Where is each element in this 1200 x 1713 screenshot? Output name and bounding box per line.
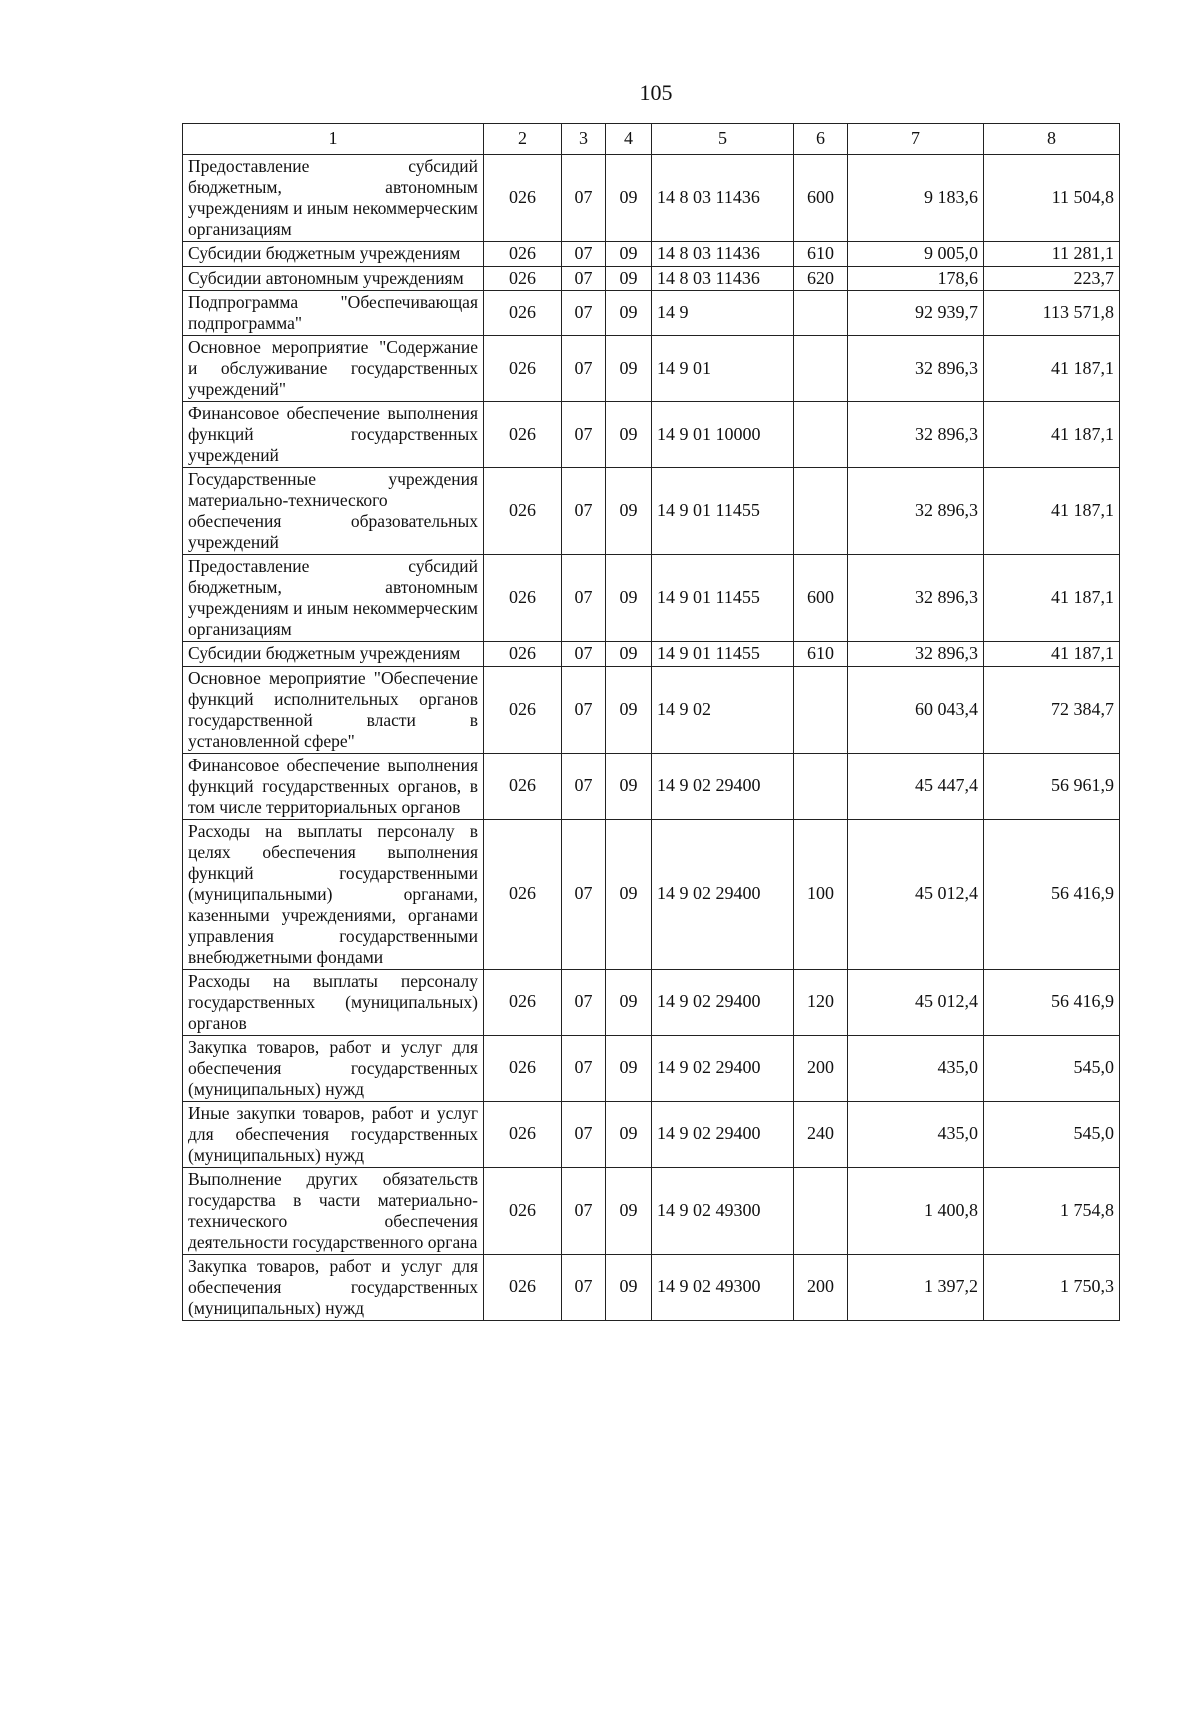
target-article-cell: 14 8 03 11436: [652, 266, 794, 291]
subsection-code-cell: 09: [606, 468, 652, 555]
amount-column-8-cell: 41 187,1: [984, 468, 1120, 555]
department-code-cell: 026: [484, 266, 562, 291]
item-name-cell: Расходы на выплаты персоналу в целях обеспечения выполнения функций государственными (муниципальными) органами, казенными учреждениями, органами управления государственными внебюджетными фондами: [183, 819, 484, 969]
subsection-code-cell: 09: [606, 1167, 652, 1254]
amount-column-7-cell: 32 896,3: [848, 642, 984, 667]
item-name-cell: Подпрограмма "Обеспечивающая подпрограмма": [183, 291, 484, 336]
section-code-cell: 07: [562, 242, 606, 267]
table-row: [183, 666, 1120, 753]
item-name-cell: Предоставление субсидий бюджетным, автономным учреждениям и иным некоммерческим организациям: [183, 155, 484, 242]
expense-type-cell: [794, 336, 848, 402]
expense-type-cell: [794, 468, 848, 555]
amount-column-7-cell: 32 896,3: [848, 402, 984, 468]
expense-type-cell: [794, 666, 848, 753]
amount-column-7-cell: 9 005,0: [848, 242, 984, 267]
amount-column-8-cell: 545,0: [984, 1035, 1120, 1101]
target-article-cell: 14 9: [652, 291, 794, 336]
table-row: [183, 1254, 1120, 1320]
amount-column-7-cell: 32 896,3: [848, 555, 984, 642]
target-article-cell: 14 9 02 29400: [652, 753, 794, 819]
subsection-code-cell: 09: [606, 555, 652, 642]
section-code-cell: 07: [562, 266, 606, 291]
amount-column-7-cell: 9 183,6: [848, 155, 984, 242]
expense-type-cell: 620: [794, 266, 848, 291]
column-header-4: 4: [606, 124, 652, 155]
amount-column-8-cell: 11 281,1: [984, 242, 1120, 267]
expense-type-cell: [794, 402, 848, 468]
table-row: [183, 291, 1120, 336]
table-row: [183, 555, 1120, 642]
subsection-code-cell: 09: [606, 1254, 652, 1320]
table-row: [183, 1035, 1120, 1101]
department-code-cell: 026: [484, 969, 562, 1035]
item-name-cell: Субсидии бюджетным учреждениям: [183, 642, 484, 667]
subsection-code-cell: 09: [606, 336, 652, 402]
amount-column-8-cell: 223,7: [984, 266, 1120, 291]
department-code-cell: 026: [484, 155, 562, 242]
amount-column-7-cell: 32 896,3: [848, 468, 984, 555]
item-name-cell: Закупка товаров, работ и услуг для обеспечения государственных (муниципальных) нужд: [183, 1035, 484, 1101]
amount-column-8-cell: 56 416,9: [984, 969, 1120, 1035]
expense-type-cell: 100: [794, 819, 848, 969]
table-row: [183, 336, 1120, 402]
section-code-cell: 07: [562, 1167, 606, 1254]
item-name-cell: Субсидии бюджетным учреждениям: [183, 242, 484, 267]
table-row: [183, 402, 1120, 468]
table-row: [183, 969, 1120, 1035]
department-code-cell: 026: [484, 402, 562, 468]
column-header-3: 3: [562, 124, 606, 155]
table-row: [183, 242, 1120, 267]
item-name-cell: Иные закупки товаров, работ и услуг для обеспечения государственных (муниципальных) нужд: [183, 1101, 484, 1167]
expense-type-cell: 200: [794, 1035, 848, 1101]
section-code-cell: 07: [562, 819, 606, 969]
subsection-code-cell: 09: [606, 266, 652, 291]
amount-column-7-cell: 435,0: [848, 1035, 984, 1101]
department-code-cell: 026: [484, 642, 562, 667]
item-name-cell: Субсидии автономным учреждениям: [183, 266, 484, 291]
department-code-cell: 026: [484, 468, 562, 555]
amount-column-7-cell: 45 447,4: [848, 753, 984, 819]
item-name-cell: Финансовое обеспечение выполнения функций государственных органов, в том числе территориальных органов: [183, 753, 484, 819]
section-code-cell: 07: [562, 555, 606, 642]
item-name-cell: Закупка товаров, работ и услуг для обеспечения государственных (муниципальных) нужд: [183, 1254, 484, 1320]
subsection-code-cell: 09: [606, 969, 652, 1035]
subsection-code-cell: 09: [606, 666, 652, 753]
column-header-6: 6: [794, 124, 848, 155]
amount-column-7-cell: 1 397,2: [848, 1254, 984, 1320]
amount-column-7-cell: 45 012,4: [848, 819, 984, 969]
subsection-code-cell: 09: [606, 291, 652, 336]
expense-type-cell: 240: [794, 1101, 848, 1167]
table-row: [183, 266, 1120, 291]
department-code-cell: 026: [484, 336, 562, 402]
table-row: [183, 753, 1120, 819]
target-article-cell: 14 8 03 11436: [652, 155, 794, 242]
item-name-cell: Государственные учреждения материально-технического обеспечения образовательных учреждений: [183, 468, 484, 555]
target-article-cell: 14 9 02 29400: [652, 1101, 794, 1167]
table-row: [183, 819, 1120, 969]
target-article-cell: 14 9 01 11455: [652, 642, 794, 667]
target-article-cell: 14 9 02: [652, 666, 794, 753]
target-article-cell: 14 9 01 11455: [652, 555, 794, 642]
section-code-cell: 07: [562, 155, 606, 242]
subsection-code-cell: 09: [606, 819, 652, 969]
item-name-cell: Основное мероприятие "Содержание и обслуживание государственных учреждений": [183, 336, 484, 402]
item-name-cell: Предоставление субсидий бюджетным, автономным учреждениям и иным некоммерческим организациям: [183, 555, 484, 642]
table-row: [183, 468, 1120, 555]
target-article-cell: 14 9 02 29400: [652, 969, 794, 1035]
department-code-cell: 026: [484, 1101, 562, 1167]
expense-type-cell: [794, 753, 848, 819]
expense-type-cell: 200: [794, 1254, 848, 1320]
amount-column-8-cell: 56 961,9: [984, 753, 1120, 819]
department-code-cell: 026: [484, 1035, 562, 1101]
amount-column-8-cell: 56 416,9: [984, 819, 1120, 969]
section-code-cell: 07: [562, 1035, 606, 1101]
section-code-cell: 07: [562, 468, 606, 555]
section-code-cell: 07: [562, 336, 606, 402]
subsection-code-cell: 09: [606, 1101, 652, 1167]
department-code-cell: 026: [484, 666, 562, 753]
department-code-cell: 026: [484, 1167, 562, 1254]
table-row: [183, 1101, 1120, 1167]
target-article-cell: 14 9 02 29400: [652, 819, 794, 969]
target-article-cell: 14 9 02 29400: [652, 1035, 794, 1101]
page-number: 105: [639, 80, 673, 105]
section-code-cell: 07: [562, 1254, 606, 1320]
department-code-cell: 026: [484, 819, 562, 969]
amount-column-7-cell: 178,6: [848, 266, 984, 291]
expense-type-cell: 600: [794, 155, 848, 242]
header-row: [183, 124, 1120, 155]
target-article-cell: 14 9 02 49300: [652, 1254, 794, 1320]
column-header-8: 8: [984, 124, 1120, 155]
amount-column-7-cell: 92 939,7: [848, 291, 984, 336]
target-article-cell: 14 9 01 10000: [652, 402, 794, 468]
department-code-cell: 026: [484, 242, 562, 267]
subsection-code-cell: 09: [606, 1035, 652, 1101]
column-header-2: 2: [484, 124, 562, 155]
target-article-cell: 14 9 01: [652, 336, 794, 402]
subsection-code-cell: 09: [606, 242, 652, 267]
section-code-cell: 07: [562, 753, 606, 819]
item-name-cell: Расходы на выплаты персоналу государственных (муниципальных) органов: [183, 969, 484, 1035]
target-article-cell: 14 9 01 11455: [652, 468, 794, 555]
amount-column-7-cell: 435,0: [848, 1101, 984, 1167]
amount-column-7-cell: 60 043,4: [848, 666, 984, 753]
expense-type-cell: [794, 1167, 848, 1254]
section-code-cell: 07: [562, 402, 606, 468]
target-article-cell: 14 8 03 11436: [652, 242, 794, 267]
amount-column-8-cell: 41 187,1: [984, 336, 1120, 402]
section-code-cell: 07: [562, 291, 606, 336]
table-row: [183, 1167, 1120, 1254]
amount-column-7-cell: 45 012,4: [848, 969, 984, 1035]
budget-table: [182, 123, 1120, 1321]
table-row: [183, 155, 1120, 242]
amount-column-8-cell: 72 384,7: [984, 666, 1120, 753]
expense-type-cell: 600: [794, 555, 848, 642]
section-code-cell: 07: [562, 642, 606, 667]
amount-column-8-cell: 41 187,1: [984, 402, 1120, 468]
expense-type-cell: 120: [794, 969, 848, 1035]
amount-column-7-cell: 1 400,8: [848, 1167, 984, 1254]
item-name-cell: Основное мероприятие "Обеспечение функций исполнительных органов государственной власти в установленной сфере": [183, 666, 484, 753]
target-article-cell: 14 9 02 49300: [652, 1167, 794, 1254]
expense-type-cell: [794, 291, 848, 336]
amount-column-8-cell: 545,0: [984, 1101, 1120, 1167]
section-code-cell: 07: [562, 666, 606, 753]
department-code-cell: 026: [484, 1254, 562, 1320]
department-code-cell: 026: [484, 753, 562, 819]
amount-column-8-cell: 41 187,1: [984, 642, 1120, 667]
subsection-code-cell: 09: [606, 642, 652, 667]
table-body: [183, 155, 1120, 1321]
amount-column-7-cell: 32 896,3: [848, 336, 984, 402]
amount-column-8-cell: 1 754,8: [984, 1167, 1120, 1254]
section-code-cell: 07: [562, 969, 606, 1035]
amount-column-8-cell: 1 750,3: [984, 1254, 1120, 1320]
column-header-5: 5: [652, 124, 794, 155]
column-header-1: 1: [183, 124, 484, 155]
amount-column-8-cell: 11 504,8: [984, 155, 1120, 242]
subsection-code-cell: 09: [606, 155, 652, 242]
expense-type-cell: 610: [794, 642, 848, 667]
subsection-code-cell: 09: [606, 753, 652, 819]
item-name-cell: Финансовое обеспечение выполнения функций государственных учреждений: [183, 402, 484, 468]
item-name-cell: Выполнение других обязательств государства в части материально-технического обеспечения деятельности государственного органа: [183, 1167, 484, 1254]
subsection-code-cell: 09: [606, 402, 652, 468]
department-code-cell: 026: [484, 555, 562, 642]
section-code-cell: 07: [562, 1101, 606, 1167]
department-code-cell: 026: [484, 291, 562, 336]
amount-column-8-cell: 113 571,8: [984, 291, 1120, 336]
expense-type-cell: 610: [794, 242, 848, 267]
table-row: [183, 642, 1120, 667]
column-header-7: 7: [848, 124, 984, 155]
amount-column-8-cell: 41 187,1: [984, 555, 1120, 642]
